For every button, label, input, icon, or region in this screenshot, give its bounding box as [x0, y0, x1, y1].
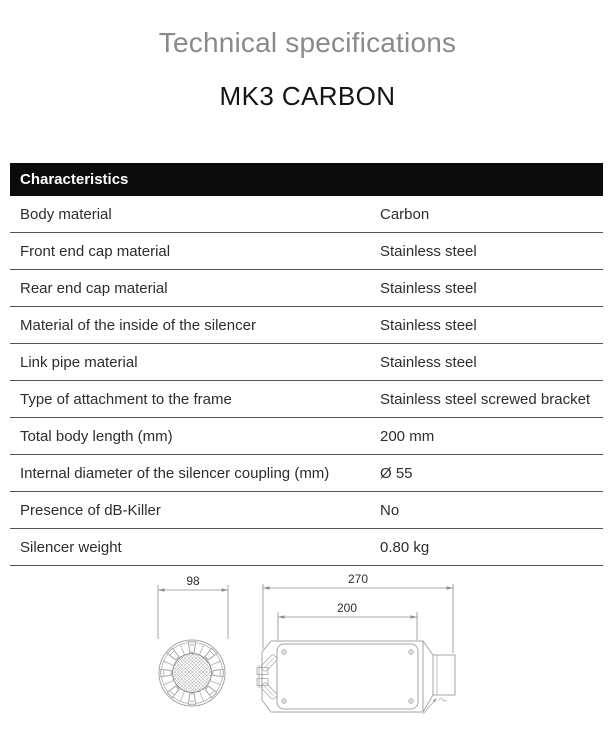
dimension-front-width-label: 98 — [186, 574, 200, 588]
row-value: Stainless steel — [380, 242, 477, 260]
page-title: Technical specifications — [158, 27, 457, 58]
table-row — [10, 270, 603, 307]
side-view — [257, 641, 455, 714]
row-value: No — [380, 501, 400, 519]
table-row — [10, 307, 603, 344]
table-row — [10, 455, 603, 492]
row-value: Stainless steel screwed bracket — [380, 390, 591, 408]
product-name: MK3 CARBON — [219, 81, 396, 111]
row-label: Presence of dB-Killer — [20, 501, 161, 519]
dimension-overall-length-label: 270 — [347, 573, 369, 586]
front-view — [159, 640, 225, 706]
dimension-front-width — [158, 585, 228, 639]
row-value: Ø 55 — [380, 464, 413, 482]
table-row — [10, 492, 603, 529]
row-label: Body material — [20, 205, 112, 223]
row-value: Stainless steel — [380, 316, 477, 334]
dimension-body-length — [278, 612, 417, 640]
characteristics-table — [10, 163, 603, 566]
row-label: Total body length (mm) — [20, 427, 173, 445]
row-label: Type of attachment to the frame — [20, 390, 232, 408]
row-value: 0.80 kg — [380, 538, 430, 556]
technical-drawing — [135, 573, 485, 732]
dimension-body-length-label: 200 — [336, 601, 358, 615]
table-row — [10, 381, 603, 418]
row-label: Front end cap material — [20, 242, 171, 260]
row-label: Rear end cap material — [20, 279, 168, 297]
row-label: Internal diameter of the silencer coupling (mm) — [20, 464, 330, 482]
row-value: 200 mm — [380, 427, 435, 445]
table-row — [10, 418, 603, 455]
table-row — [10, 344, 603, 381]
row-label: Material of the inside of the silencer — [20, 316, 256, 334]
row-value: Stainless steel — [380, 279, 477, 297]
row-label: Link pipe material — [20, 353, 138, 371]
table-row — [10, 196, 603, 233]
row-value: Carbon — [380, 205, 430, 223]
row-value: Stainless steel — [380, 353, 477, 371]
table-row — [10, 233, 603, 270]
row-label: Silencer weight — [20, 538, 122, 556]
table-header: Characteristics — [10, 163, 603, 196]
table-row — [10, 529, 603, 566]
